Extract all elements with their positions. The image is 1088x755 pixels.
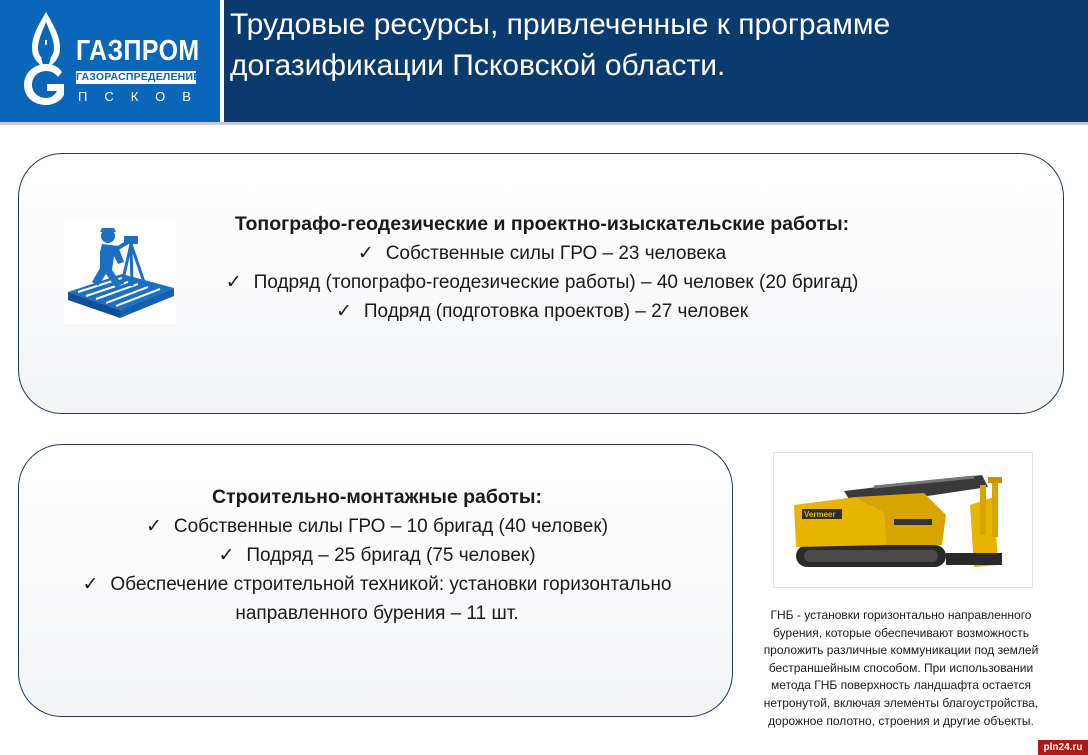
list-item-text: Подряд (топографо-геодезические работы) – 40 человек (20 бригад) (253, 272, 859, 293)
surveyor-icon (64, 222, 176, 324)
list-item (39, 512, 715, 541)
list-item (199, 268, 885, 297)
construction-works-panel (18, 444, 733, 717)
drill-brand-label: Vermeer (804, 510, 836, 519)
surveyor-image (64, 222, 176, 324)
site-watermark: pln24.ru (1038, 740, 1088, 755)
drilling-rig-icon (774, 453, 1032, 587)
list-item-text: Подряд – 25 бригад (75 человек) (246, 545, 536, 566)
header (0, 0, 1088, 122)
check-icon: ✓ (218, 545, 235, 566)
drilling-rig-image (773, 452, 1033, 588)
list-item-text: Обеспечение строительной техникой: установки горизонтально направленного бурения – 11 шт. (110, 574, 672, 624)
list-item (199, 239, 885, 268)
brand-city: ПСКОВ (78, 89, 208, 104)
list-item (39, 541, 715, 570)
survey-works-panel (18, 153, 1064, 414)
header-divider (220, 0, 222, 122)
page-title: Трудовые ресурсы, привлеченные к программе догазификации Псковской области. (230, 8, 891, 82)
check-icon: ✓ (82, 574, 99, 595)
survey-works-heading: Топографо-геодезические и проектно-изыскательские работы: (234, 213, 850, 235)
construction-works-heading: Строительно-монтажные работы: (211, 486, 543, 508)
check-icon: ✓ (145, 516, 162, 537)
construction-works-content (39, 483, 715, 628)
list-item-text: Подряд (подготовка проектов) – 27 человек (363, 301, 749, 322)
list-item (39, 570, 715, 628)
company-logo (0, 0, 222, 122)
check-icon: ✓ (335, 301, 352, 322)
check-icon: ✓ (225, 272, 242, 293)
title-bar (224, 0, 1088, 122)
gazprom-flame-logo-icon (14, 10, 78, 106)
header-rule (0, 122, 1088, 125)
brand-name: ГАЗПРОМ (76, 35, 200, 67)
list-item (199, 297, 885, 326)
drill-caption: ГНБ - установки горизонтально направленного бурения, которые обеспечивают возможность проложить различные коммуникации под землей бестраншейным способом. При использовании метода ГНБ поверхность ландшафта остается нетронутой, включая элементы благоустройства, дорожное полотно, строения и другие объекты. (763, 608, 1039, 728)
survey-works-content (199, 210, 885, 326)
brand-subtitle: ГАЗОРАСПРЕДЕЛЕНИЕ (76, 71, 201, 83)
check-icon: ✓ (357, 243, 374, 264)
list-item-text: Собственные силы ГРО – 23 человека (385, 243, 727, 264)
list-item-text: Собственные силы ГРО – 10 бригад (40 человек) (173, 516, 609, 537)
